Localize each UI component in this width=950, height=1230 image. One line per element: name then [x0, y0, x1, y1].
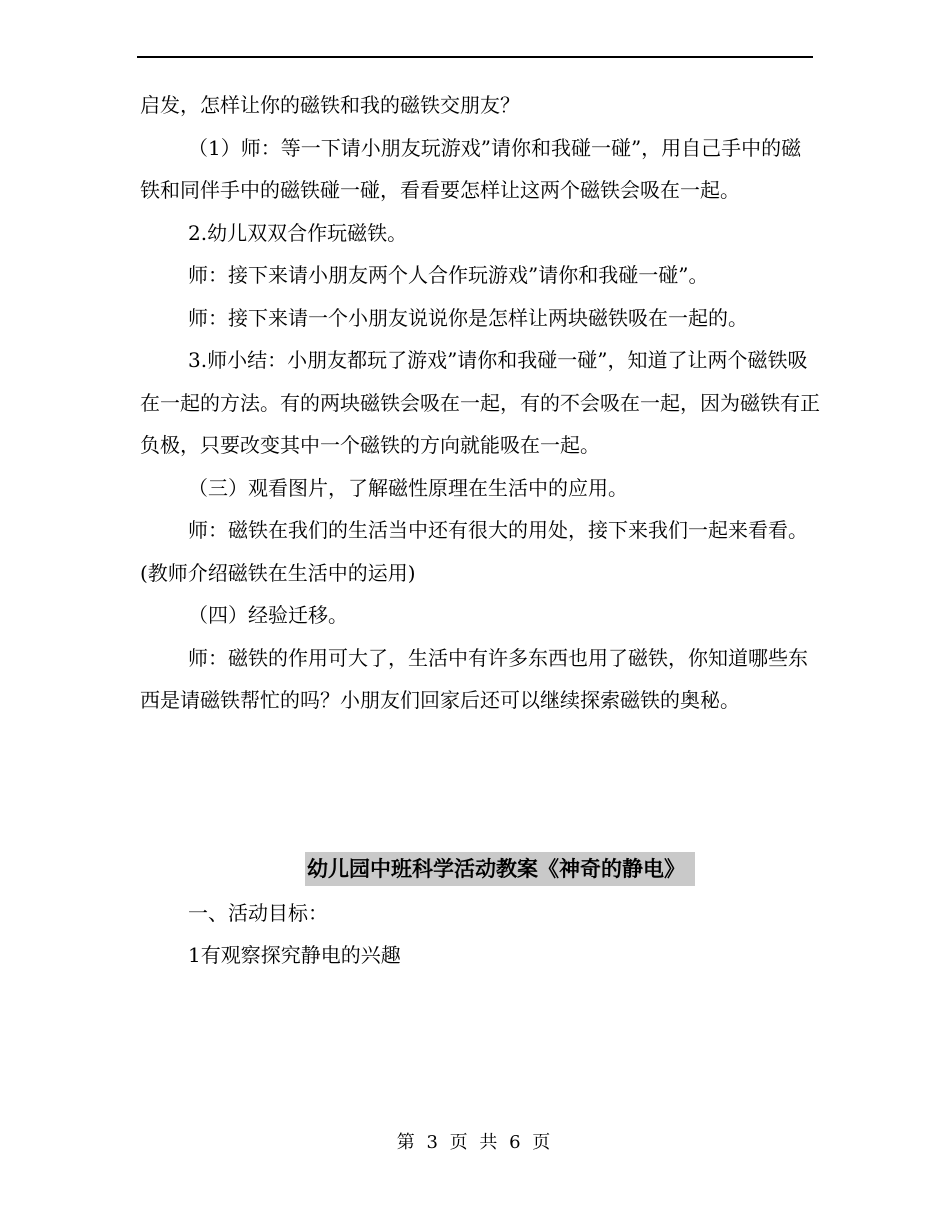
paragraph-2: （1）师：等一下请小朋友玩游戏”请你和我碰一碰”，用自己手中的磁铁和同伴手中的磁铁碰一碰，看看要怎样让这两个磁铁会吸在一起。 — [140, 135, 802, 202]
section-spacer — [140, 722, 820, 852]
paragraph-12: 1有观察探究静电的兴趣 — [188, 943, 401, 967]
paragraph-11: 一、活动目标： — [188, 900, 328, 925]
paragraph-7: （三）观看图片，了解磁性原理在生活中的应用。 — [188, 475, 628, 500]
section-title-wrap — [140, 852, 820, 886]
paragraph-9: （四）经验迁移。 — [188, 603, 348, 627]
paragraph-5: 师：接下来请一个小朋友说说你是怎样让两块磁铁吸在一起的。 — [188, 305, 748, 330]
section-title: 幼儿园中班科学活动教案《神奇的静电》 — [305, 852, 695, 886]
paragraph-8: 师：磁铁在我们的生活当中还有很大的用处，接下来我们一起来看看。(教师介绍磁铁在生活中的运用) — [140, 518, 808, 585]
paragraph-4: 师：接下来请小朋友两个人合作玩游戏”请你和我碰一碰”。 — [188, 263, 709, 287]
header-rule — [137, 56, 813, 58]
document-body — [140, 84, 820, 977]
paragraph-6: 3.师小结：小朋友都玩了游戏”请你和我碰一碰”，知道了让两个磁铁吸在一起的方法。有的两块磁铁会吸在一起，有的不会吸在一起，因为磁铁有正负极，只要改变其中一个磁铁的方向就能吸在一起。 — [140, 348, 820, 457]
paragraph-3: 2.幼儿双双合作玩磁铁。 — [188, 220, 408, 245]
paragraph-10: 师：磁铁的作用可大了，生活中有许多东西也用了磁铁，你知道哪些东西是请磁铁帮忙的吗？小朋友们回家后还可以继续探索磁铁的奥秘。 — [140, 645, 808, 712]
page-indicator: 第 3 页 共 6 页 — [396, 1132, 554, 1153]
paragraph-1: 启发，怎样让你的磁铁和我的磁铁交朋友？ — [140, 93, 520, 117]
